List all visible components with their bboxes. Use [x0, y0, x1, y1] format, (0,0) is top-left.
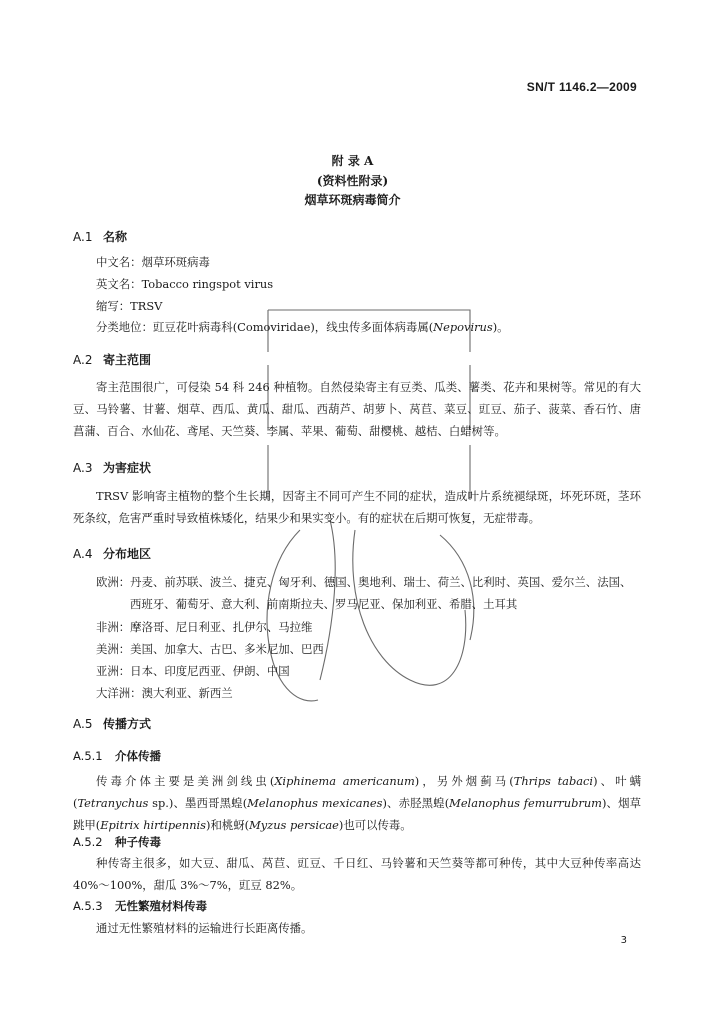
asexual-transmission-text: 通过无性繁殖材料的运输进行长距离传播。 — [96, 921, 313, 935]
cn-name: 中文名：烟草环斑病毒 — [96, 255, 210, 269]
species-name: Melanophus femurrubrum — [449, 796, 602, 810]
section-title: 名称 — [103, 230, 128, 244]
species-name: Thrips tabaci — [513, 774, 594, 788]
text-span: )，另外烟蓟马( — [414, 774, 514, 788]
section-a2-heading — [73, 351, 151, 368]
section-number: A.1 — [73, 230, 93, 244]
section-number: A.4 — [73, 547, 93, 561]
standard-number: SN/T 1146.2—2009 — [526, 80, 637, 94]
distribution-america: 美洲：美国、加拿大、古巴、多米尼加、巴西 — [96, 642, 324, 656]
section-number: A.5.1 — [73, 749, 103, 763]
text-span: )、烟草跳甲( — [73, 796, 642, 832]
section-a53-heading — [73, 898, 207, 914]
section-a1-heading — [73, 228, 127, 245]
text-span: 传毒介体主要是美洲剑线虫( — [96, 774, 275, 788]
section-title: 种子传毒 — [115, 835, 161, 849]
appendix-label: 附 录 A — [331, 154, 374, 168]
appendix-info: (资料性附录) — [316, 174, 389, 188]
distribution-europe: 欧洲：丹麦、前苏联、波兰、捷克、匈牙利、德国、奥地利、瑞士、荷兰、比利时、英国、爱尔兰、法国、 — [96, 575, 632, 589]
section-title: 无性繁殖材料传毒 — [115, 899, 207, 913]
section-number: A.5 — [73, 717, 93, 731]
species-name: Xiphinema americanum — [274, 774, 415, 788]
text-span: )也可以传毒。 — [338, 818, 412, 832]
genus-name: Nepovirus — [433, 320, 493, 334]
distribution-africa: 非洲：摩洛哥、尼日利亚、扎伊尔、马拉维 — [96, 620, 313, 634]
section-a3-heading — [73, 459, 151, 476]
classification-end: )。 — [492, 320, 509, 334]
section-title: 传播方式 — [103, 717, 152, 731]
species-name: Tetranychus — [77, 796, 149, 810]
distribution-asia: 亚洲：日本、印度尼西亚、伊朗、中国 — [96, 664, 290, 678]
section-a4-heading — [73, 545, 151, 562]
abbreviation: 缩写：TRSV — [96, 299, 163, 313]
text-span: )、叶螨( — [73, 774, 641, 810]
text-span: )、赤胫黑蝗( — [382, 796, 450, 810]
species-name: Myzus persicae — [249, 818, 339, 832]
species-name: Melanophus mexicanes — [247, 796, 383, 810]
vector-paragraph — [73, 770, 641, 836]
section-a51-heading — [73, 748, 161, 764]
host-range-paragraph: 寄主范围很广，可侵染 54 科 246 种植物。自然侵染寄主有豆类、瓜类、薯类、花卉和果树等。常见的有大豆、马铃薯、甘薯、烟草、西瓜、黄瓜、甜瓜、西葫芦、胡萝卜、莴苣、菜豆、豇豆、茄子、菠菜、香石竹、唐菖蒲、百合、水仙花、鸢尾、天竺葵、李属、苹果、葡萄、甜樱桃、越桔、白蜡树等。 — [73, 380, 641, 438]
section-number: A.5.3 — [73, 899, 103, 913]
species-name: Epitrix hirtipennis — [100, 818, 207, 832]
classification-text: 分类地位：豇豆花叶病毒科(Comoviridae)，线虫传多面体病毒属( — [96, 320, 434, 334]
en-name: 英文名：Tobacco ringspot virus — [96, 277, 274, 291]
section-number: A.5.2 — [73, 835, 103, 849]
text-span: sp.)、墨西哥黑蝗( — [148, 796, 248, 810]
appendix-title: 烟草环斑病毒简介 — [304, 193, 401, 207]
section-a5-heading — [73, 715, 151, 732]
classification — [96, 319, 509, 335]
page-number: 3 — [620, 935, 627, 946]
section-title: 介体传播 — [115, 749, 161, 763]
text-span: )和桃蚜( — [206, 818, 250, 832]
seed-transmission-paragraph: 种传寄主很多，如大豆、甜瓜、莴苣、豇豆、千日红、马铃薯和天竺葵等都可种传，其中大豆种传率高达 40%～100%，甜瓜 3%～7%，豇豆 82%。 — [73, 856, 641, 892]
distribution-europe-cont: 西班牙、葡萄牙、意大利、前南斯拉夫、罗马尼亚、保加利亚、希腊、土耳其 — [130, 597, 518, 611]
symptoms-paragraph: TRSV 影响寄主植物的整个生长期，因寄主不同可产生不同的症状，造成叶片系统褪绿斑，坏死环斑，茎环死条纹，危害严重时导致植株矮化，结果少和果实变小。有的症状在后期可恢复，无症带毒。 — [73, 489, 641, 525]
section-title: 寄主范围 — [103, 353, 152, 367]
section-number: A.2 — [73, 353, 93, 367]
section-title: 为害症状 — [103, 461, 152, 475]
distribution-oceania: 大洋洲：澳大利亚、新西兰 — [96, 686, 233, 700]
section-a52-heading — [73, 834, 161, 850]
section-number: A.3 — [73, 461, 93, 475]
section-title: 分布地区 — [103, 547, 152, 561]
